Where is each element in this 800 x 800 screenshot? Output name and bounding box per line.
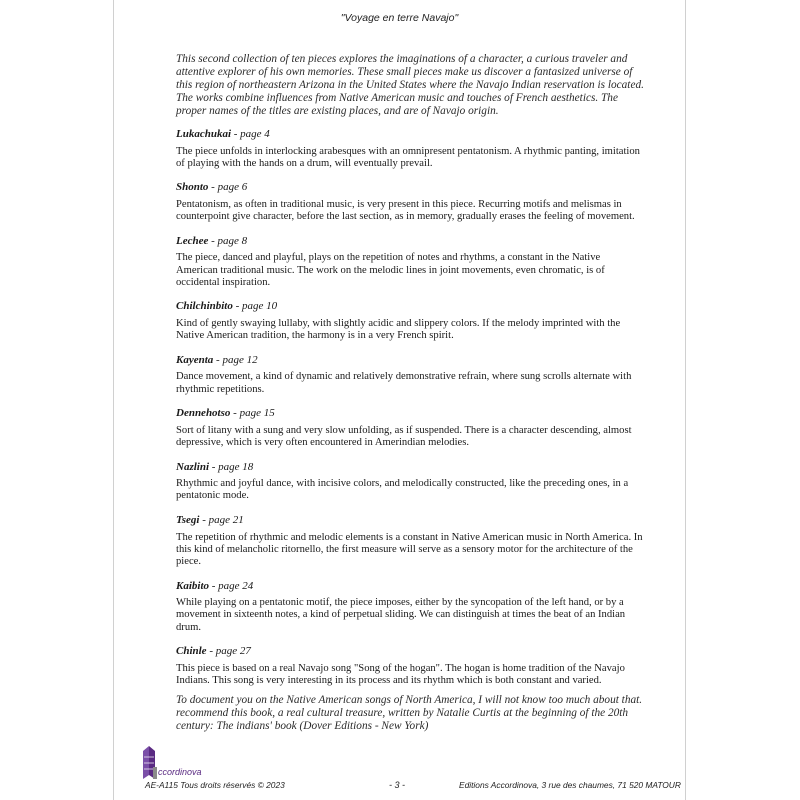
piece-item <box>176 645 644 687</box>
piece-description: Dance movement, a kind of dynamic and relatively demonstrative refrain, where sung scrolls alternate with rhythmic repetitions. <box>176 371 632 395</box>
piece-page: - page 21 <box>199 514 244 527</box>
piece-description: Rhythmic and joyful dance, with incisive colors, and melodically constructed, like the preceding ones, in a pentatonic mode. <box>176 478 629 502</box>
piece-page: - page 10 <box>232 300 278 313</box>
piece-heading <box>176 181 644 193</box>
piece-title: Dennehotso <box>176 407 231 420</box>
accordion-icon <box>143 746 157 779</box>
piece-heading <box>176 354 644 366</box>
running-title: "Voyage en terre Navajo" <box>340 12 459 24</box>
piece-description: Pentatonism, as often in traditional music, is very present in this piece. Recurring motifs and melismas in counterpoint give character, before the last section, as in memory, gradually erases the feeling of movement. <box>176 198 635 223</box>
piece-description: The piece unfolds in interlocking arabesques with an omnipresent pentatonism. A rhythmic panting, imitation of playing with the hands on a drum, will eventually prevail. <box>176 145 640 169</box>
piece-description: The repetition of rhythmic and melodic elements is a constant in Native American music in North America. In this kind of melancholic ritornello, the first measure will serve as a sensory motor for the architecture of the piece. <box>176 531 643 567</box>
piece-page: - page 18 <box>209 460 254 473</box>
piece-heading <box>176 300 644 312</box>
piece-heading <box>176 235 644 247</box>
piece-page: - page 24 <box>209 579 254 592</box>
piece-item <box>176 514 644 568</box>
logo-wordmark: ccordinova <box>158 767 202 777</box>
piece-item <box>176 580 644 634</box>
footer-page-number: - 3 - <box>389 780 406 790</box>
piece-heading <box>176 645 644 657</box>
piece-heading <box>176 407 644 419</box>
piece-title: Chilchinbito <box>176 300 233 313</box>
piece-heading <box>176 514 644 526</box>
intro-paragraph: This second collection of ten pieces explores the imaginations of a character, a curious traveler and attentive explorer of his own memories. These small pieces make us discover a fantasized universe of this region of northeastern Arizona in the United States where the Navajo Indian reservation is located. The works combine influences from Native American music and touches of French aesthetics. The proper names of the titles are existing places, and are of Navajo origin. <box>176 53 644 117</box>
piece-item <box>176 461 644 503</box>
closing-paragraph: To document you on the Native American songs of North America, I will not know too much about that. recommend this book, a real cultural treasure, written by Natalie Curtis at the beginning of the 20th century: The indians' book (Dover Editions - New York) <box>176 694 643 732</box>
piece-title: Lechee <box>176 234 209 247</box>
piece-item <box>176 407 644 449</box>
piece-description: Sort of litany with a sung and very slow unfolding, as if suspended. There is a character descending, almost depressive, which is very often encountered in Amerindian melodies. <box>176 424 632 448</box>
piece-item <box>176 300 644 342</box>
piece-title: Chinle <box>176 645 207 658</box>
piece-title: Lukachukai <box>176 128 232 140</box>
piece-item <box>176 354 644 396</box>
footer-catalog: AE-A115 Tous droits réservés © 2023 <box>145 780 285 790</box>
piece-title: Tsegi <box>176 514 200 527</box>
piece-heading <box>176 461 644 473</box>
piece-page: - page 12 <box>213 353 258 366</box>
footer-publisher: Editions Accordinova, 3 rue des chaumes, 71 520 MATOUR <box>459 780 681 790</box>
pieces-list <box>176 128 644 699</box>
piece-page: - page 27 <box>206 645 251 658</box>
piece-description: While playing on a pentatonic motif, the piece imposes, either by the syncopation of the left hand, or by a movement in sixteenth notes, a kind of perpetual sliding. We can distinguish at times the beat of an Indian drum. <box>176 597 626 633</box>
piece-title: Nazlini <box>176 460 210 473</box>
piece-page: - page 15 <box>230 407 275 420</box>
piece-page: - page 6 <box>208 181 248 194</box>
piece-title: Kaibito <box>176 579 210 592</box>
piece-item <box>176 181 644 223</box>
piece-title: Kayenta <box>176 353 214 366</box>
piece-description: Kind of gently swaying lullaby, with slightly acidic and slippery colors. If the melody imprinted with the Native American tradition, the harmony is in a very French spirit. <box>176 317 621 342</box>
accordinova-logo <box>141 745 211 781</box>
piece-description: The piece, danced and playful, plays on the repetition of notes and rhythms, a constant in the Native American traditional music. The work on the melodic lines in joint movements, even chromatic, is of occidental inspiration. <box>176 252 605 288</box>
piece-page: - page 4 <box>231 128 270 140</box>
piece-heading <box>176 580 644 592</box>
piece-page: - page 8 <box>208 234 248 247</box>
piece-heading <box>176 128 644 140</box>
piece-title: Shonto <box>176 181 209 194</box>
piece-item <box>176 128 644 170</box>
piece-item <box>176 235 644 289</box>
piece-description: This piece is based on a real Navajo song "Song of the hogan". The hogan is home tradition of the Navajo Indians. This song is very interesting in its process and its rhythm which is both constant and varied. <box>176 662 625 686</box>
